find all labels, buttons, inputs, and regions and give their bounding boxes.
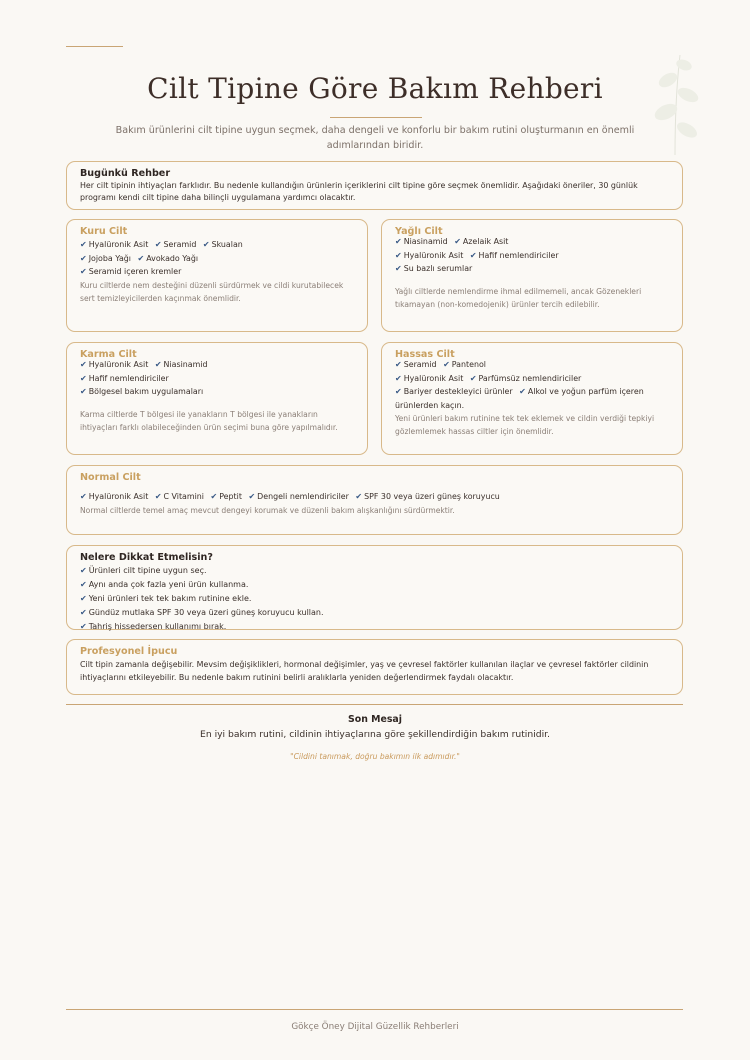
- ingredient-item: ✔ Seramid: [154, 240, 197, 249]
- oily-skin-card: [381, 219, 683, 332]
- sensitive-skin-title: Hassas Cilt: [395, 349, 455, 360]
- closing-divider: [66, 704, 683, 705]
- check-icon: ✔: [80, 622, 87, 631]
- dry-skin-title: Kuru Cilt: [80, 226, 128, 237]
- ingredient-item: ✔ Su bazlı serumlar: [395, 264, 473, 273]
- ingredient-item: ✔ Pantenol: [443, 360, 486, 369]
- check-icon: ✔: [80, 566, 87, 575]
- check-icon: ✔: [80, 240, 87, 249]
- check-icon: ✔: [395, 373, 402, 383]
- attention-card: [66, 545, 683, 630]
- ingredient-item: ✔ Seramid içeren kremler: [80, 267, 182, 276]
- oily-skin-note: Yağlı ciltlerde nemlendirme ihmal edilmemeli, ancak Gözenekleri tıkamayan (non-komedojenik) ürünler tercih edilebilir.: [395, 286, 642, 309]
- ingredient-item: ✔ SPF 30 veya üzeri güneş koruyucu: [355, 492, 500, 501]
- ingredient-item: ✔ Hyalüronik Asit: [80, 360, 149, 369]
- normal-skin-note: Normal ciltlerde temel amaç mevcut dengeyi korumak ve düzenli bakım alışkanlığını sürdürmektir.: [80, 505, 455, 515]
- list-item: ✔ Yeni ürünleri tek tek bakım rutinine ekle.: [80, 594, 252, 603]
- normal-skin-card: [66, 465, 683, 535]
- combination-skin-note: Karma ciltlerde T bölgesi ile yanakların T bölgesi ile yanakların ihtiyaçları farklı olabileceğinden ürün seçimi buna göre yapılmalıdır.: [80, 409, 338, 432]
- ingredient-item: ✔ Hafif nemlendiriciler: [469, 250, 559, 260]
- ingredient-item: ✔ Peptit: [210, 492, 242, 501]
- check-icon: ✔: [80, 253, 87, 263]
- check-icon: ✔: [80, 387, 87, 396]
- intro-text: Her cilt tipinin ihtiyaçları farklıdır. Bu nedenle kullandığın ürünlerin içeriklerini cilt tipine göre seçmek önemlidir. Aşağıdaki öneriler, 30 günlük programı kendi cilt tipine daha bilinçli uygulamana yardımcı olacaktır.: [80, 181, 638, 202]
- dry-skin-ingredients: [80, 238, 354, 279]
- check-icon: ✔: [395, 360, 402, 369]
- ingredient-item: ✔ Jojoba Yağı: [80, 253, 131, 263]
- list-item: ✔ Tahriş hissedersen kullanımı bırak.: [80, 622, 227, 631]
- pro-tip-text: Cilt tipin zamanla değişebilir. Mevsim değişiklikleri, hormonal değişimler, yaş ve çevresel faktörler kullanılan ilaçlar ve çevresel faktörler cildinin ihtiyaçlarını etkileyebilir. Bu nedenle bakım rutinini belirli aralıklarla yeniden değerlendirmek faydalı olacaktır.: [80, 660, 649, 682]
- ingredient-item: ✔ Hyalüronik Asit: [80, 240, 149, 249]
- intro-card: [66, 161, 683, 210]
- check-icon: ✔: [80, 594, 87, 603]
- check-icon: ✔: [519, 387, 526, 396]
- check-icon: ✔: [80, 492, 87, 501]
- check-icon: ✔: [395, 250, 402, 260]
- check-icon: ✔: [443, 360, 450, 369]
- ingredient-item: ✔ Dengeli nemlendiriciler: [248, 492, 349, 501]
- combination-skin-card: [66, 342, 368, 455]
- normal-skin-ingredients: [80, 490, 669, 504]
- list-item: ✔ Ürünleri cilt tipine uygun seç.: [80, 566, 207, 575]
- oily-skin-ingredients: [395, 235, 669, 276]
- ingredient-item: ✔ Seramid: [395, 360, 437, 369]
- attention-list: [80, 564, 669, 634]
- ingredient-item: ✔ Hafif nemlendiriciler: [80, 373, 169, 383]
- list-item: ✔ Aynı anda çok fazla yeni ürün kullanma.: [80, 580, 249, 589]
- check-icon: ✔: [395, 387, 402, 396]
- ingredient-item: ✔ Skualan: [202, 240, 243, 249]
- closing-title: Son Mesaj: [348, 714, 402, 725]
- check-icon: ✔: [137, 253, 145, 263]
- dry-skin-card: [66, 219, 368, 332]
- sensitive-skin-card: [381, 342, 683, 455]
- pro-tip-card: [66, 639, 683, 695]
- ingredient-item: ✔ Niasinamid: [395, 237, 448, 246]
- combination-skin-ingredients: [80, 358, 354, 399]
- page-subtitle: Bakım ürünlerini cilt tipine uygun seçmek, daha dengeli ve konforlu bir bakım rutini oluşturmanın en önemli adımlarından biridir.: [115, 125, 635, 151]
- check-icon: ✔: [395, 237, 402, 246]
- ingredient-item: ✔ Niasinamid: [154, 360, 208, 369]
- ingredient-item: ✔ Avokado Yağı: [137, 253, 199, 263]
- ingredient-item: ✔ Alkol ve yoğun parfüm içeren ürünlerden kaçın.: [395, 387, 644, 410]
- check-icon: ✔: [80, 267, 87, 276]
- check-icon: ✔: [154, 360, 162, 369]
- sensitive-skin-ingredients: [395, 358, 669, 412]
- check-icon: ✔: [395, 264, 402, 273]
- intro-title: Bugünkü Rehber: [80, 168, 171, 179]
- check-icon: ✔: [80, 580, 87, 589]
- ingredient-item: ✔ Hyalüronik Asit: [395, 250, 464, 260]
- ingredient-item: ✔ Parfümsüz nemlendiriciler: [469, 373, 582, 383]
- oily-skin-title: Yağlı Cilt: [395, 226, 443, 237]
- check-icon: ✔: [469, 373, 477, 383]
- check-icon: ✔: [469, 250, 477, 260]
- check-icon: ✔: [154, 240, 162, 249]
- normal-skin-title: Normal Cilt: [80, 472, 141, 483]
- top-decorative-rule: [66, 46, 123, 47]
- check-icon: ✔: [454, 237, 461, 246]
- ingredient-item: ✔ Azelaik Asit: [454, 237, 509, 246]
- ingredient-item: ✔ Bölgesel bakım uygulamaları: [80, 387, 204, 396]
- sensitive-skin-note: Yeni ürünleri bakım rutinine tek tek eklemek ve cildin verdiği tepkiyi gözlemlemek hassas ciltler için önemlidir.: [395, 414, 655, 436]
- check-icon: ✔: [355, 492, 363, 501]
- footer-text: Gökçe Öney Dijital Güzellik Rehberleri: [291, 1022, 459, 1032]
- check-icon: ✔: [248, 492, 256, 501]
- ingredient-item: ✔ Hyalüronik Asit: [80, 492, 149, 501]
- attention-title: Nelere Dikkat Etmelisin?: [80, 552, 213, 563]
- pro-tip-title: Profesyonel İpucu: [80, 646, 178, 657]
- check-icon: ✔: [80, 608, 87, 617]
- check-icon: ✔: [80, 360, 87, 369]
- list-item: ✔ Gündüz mutlaka SPF 30 veya üzeri güneş koruyucu kullan.: [80, 608, 324, 617]
- check-icon: ✔: [154, 492, 162, 501]
- check-icon: ✔: [202, 240, 210, 249]
- ingredient-item: ✔ Bariyer destekleyici ürünler: [395, 387, 513, 396]
- check-icon: ✔: [210, 492, 218, 501]
- closing-quote: "Cildini tanımak, doğru bakımın ilk adımıdır.": [290, 752, 460, 761]
- ingredient-item: ✔ C Vitamini: [154, 492, 204, 501]
- closing-text: En iyi bakım rutini, cildinin ihtiyaçlarına göre şekillendirdiğin bakım rutinidir.: [200, 729, 550, 740]
- ingredient-item: ✔ Hyalüronik Asit: [395, 373, 464, 383]
- page-title: Cilt Tipine Göre Bakım Rehberi: [147, 72, 603, 105]
- footer-divider: [66, 1009, 683, 1010]
- check-icon: ✔: [80, 373, 87, 383]
- dry-skin-note: Kuru ciltlerde nem desteğini düzenli sürdürmek ve cildi kurutabilecek sert temizleyicilerden kaçınmak önemlidir.: [80, 280, 344, 303]
- title-underline: [330, 117, 422, 118]
- combination-skin-title: Karma Cilt: [80, 349, 137, 360]
